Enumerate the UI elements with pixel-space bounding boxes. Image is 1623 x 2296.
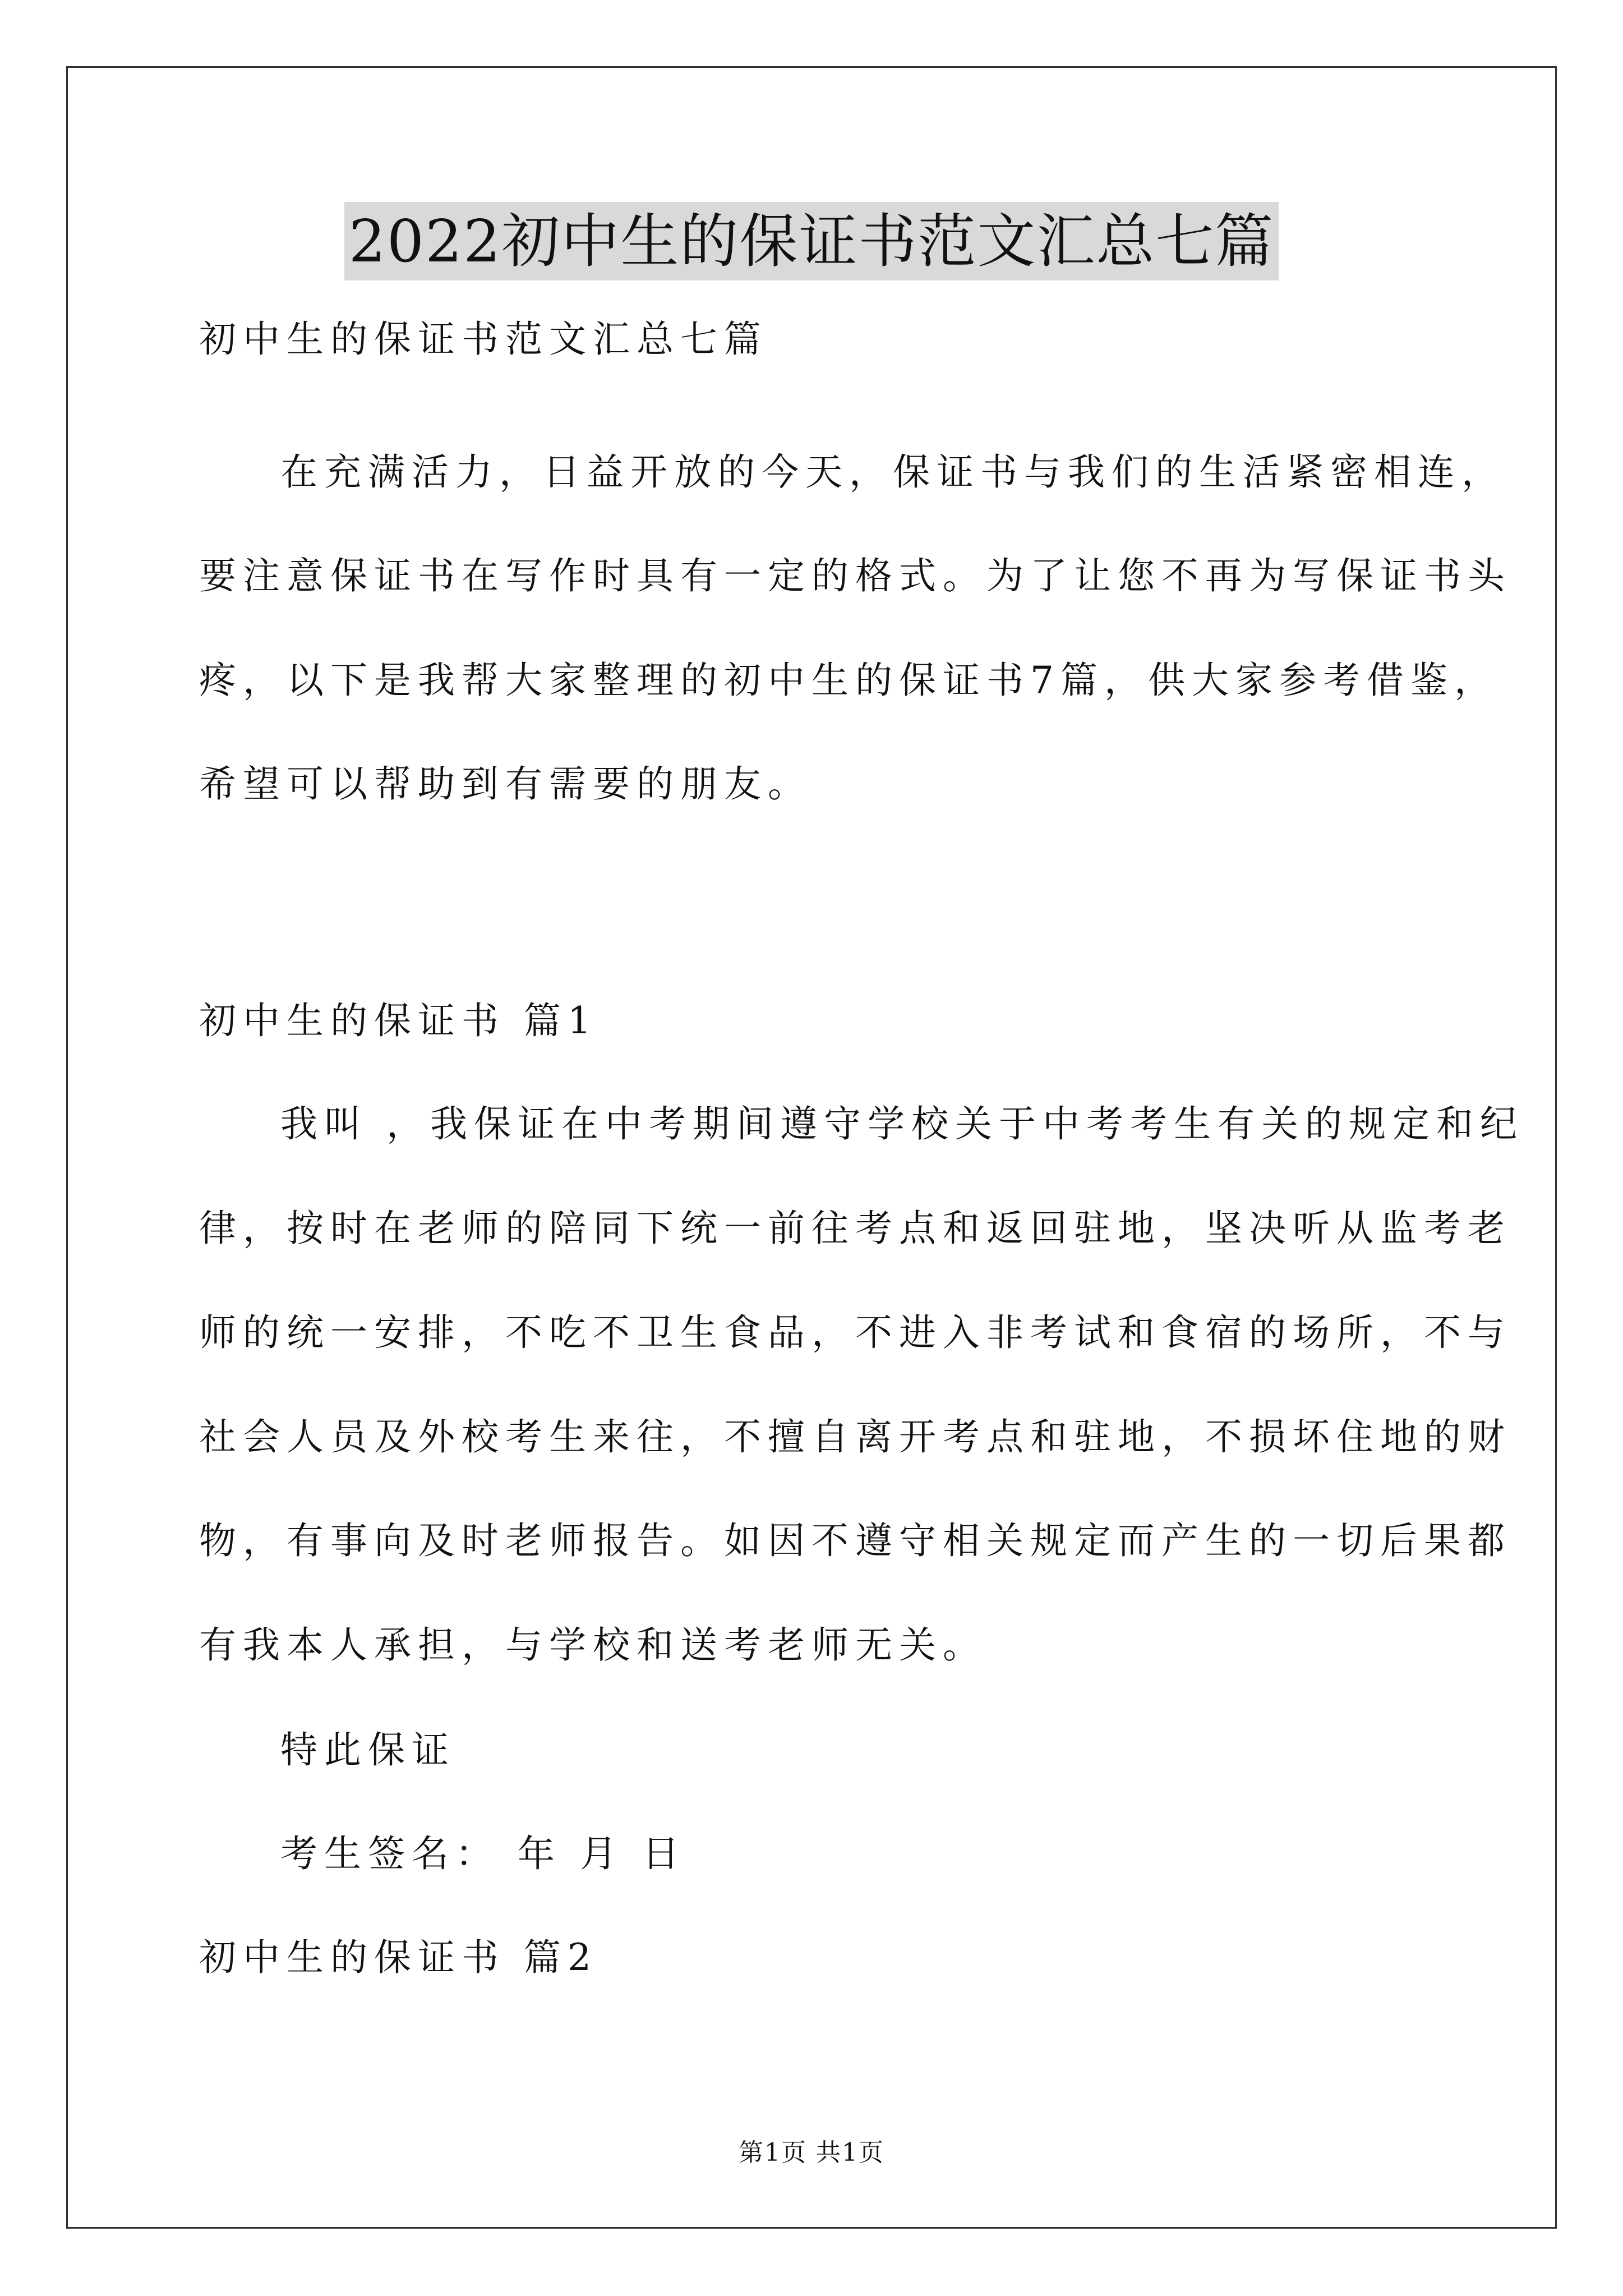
section-1-line-2: 律，按时在老师的陪同下统一前往考点和返回驻地，坚决听从监考老 xyxy=(199,1207,1511,1250)
signature-line: 考生签名： 年 月 日 xyxy=(280,1832,686,1875)
page-number-footer: 第1页 共1页 xyxy=(739,2138,884,2167)
section-1-line-4: 社会人员及外校考生来往，不擅自离开考点和驻地，不损坏住地的财 xyxy=(199,1415,1511,1458)
section-1-line-3: 师的统一安排，不吃不卫生食品，不进入非考试和食宿的场所，不与 xyxy=(199,1311,1511,1354)
document-subtitle: 初中生的保证书范文汇总七篇 xyxy=(199,318,768,361)
section-1-heading: 初中生的保证书 篇1 xyxy=(199,999,598,1042)
title-highlight: 2022初中生的保证书范文汇总七篇 xyxy=(344,202,1279,280)
closing-text: 特此保证 xyxy=(280,1728,455,1772)
intro-line-3: 疼，以下是我帮大家整理的初中生的保证书7篇，供大家参考借鉴， xyxy=(199,659,1498,702)
intro-line-1: 在充满活力，日益开放的今天，保证书与我们的生活紧密相连， xyxy=(280,450,1505,494)
section-2-heading: 初中生的保证书 篇2 xyxy=(199,1936,598,1979)
section-1-line-6: 有我本人承担，与学校和送考老师无关。 xyxy=(199,1623,986,1667)
intro-line-2: 要注意保证书在写作时具有一定的格式。为了让您不再为写保证书头 xyxy=(199,554,1511,597)
document-title xyxy=(0,202,1623,280)
section-1-line-5: 物，有事向及时老师报告。如因不遵守相关规定而产生的一切后果都 xyxy=(199,1519,1511,1562)
intro-line-4: 希望可以帮助到有需要的朋友。 xyxy=(199,762,811,806)
section-1-line-1: 我叫 ，我保证在中考期间遵守学校关于中考考生有关的规定和纪 xyxy=(280,1102,1524,1145)
